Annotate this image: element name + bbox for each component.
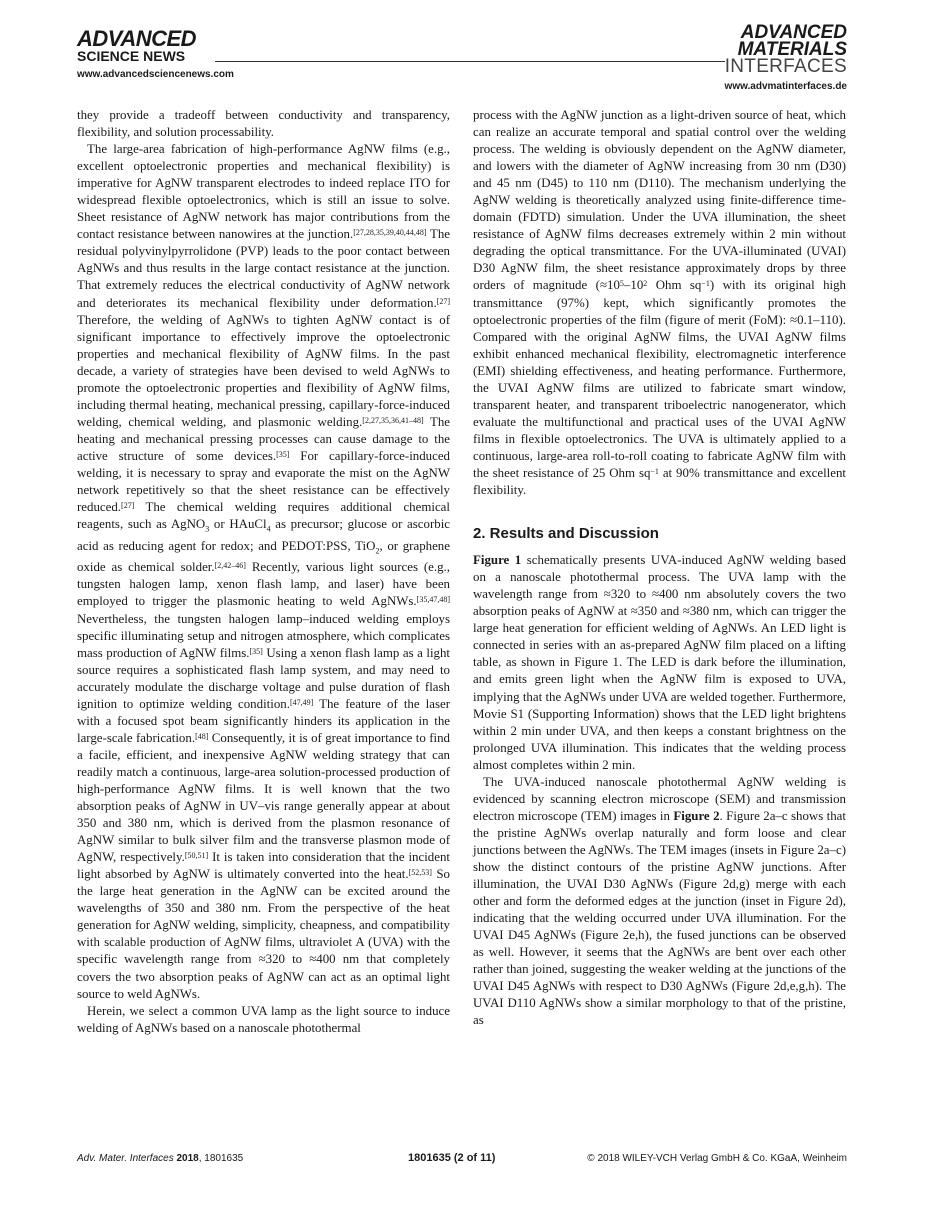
publisher-logo-top: ADVANCED <box>77 26 197 51</box>
header-rule <box>215 61 725 62</box>
right-column <box>473 107 846 1029</box>
page-number: 1801635 (2 of 11) <box>408 1152 496 1164</box>
citation[interactable]: [2,27,35,36,41–48] <box>362 415 424 425</box>
journal-url[interactable]: www.advmatinterfaces.de <box>724 81 847 92</box>
journal-logo-line3: INTERFACES <box>724 56 847 77</box>
figure-1-link[interactable]: Figure 1 <box>473 553 522 568</box>
citation[interactable]: [27] <box>121 501 135 511</box>
citation[interactable]: [48] <box>195 731 209 741</box>
citation[interactable]: [35] <box>249 646 263 656</box>
publisher-logo-bottom: SCIENCE NEWS <box>77 48 186 64</box>
left-column <box>77 107 450 1037</box>
paragraph: The UVA-induced nanoscale photothermal AgNW welding is evidenced by scanning electron microscope (SEM) and transmission electron microscope (TEM) images in Figure 2. Figure 2a–c shows that the pristine AgNWs overlap naturally and form loose and clear junctions between the AgNWs. The TEM images (insets in Figure 2a–c) show the distinct contours of the pristine AgNW junctions. After illumination, the UVAI D30 AgNWs (Figure 2d,g) merge with each other and form the deformed edges at the junction (inset in Figure 2d), indicating that the welding occurred under UVA illumination. For the UVAI D45 AgNWs (Figure 2e,h), the fused junctions can be observed as well. However, it seems that the AgNWs are bent over each other rather than joined, suggesting the weaker welding at the junctions of the UVAI D45 AgNWs with respect to D30 AgNWs (Figure 2d,e,g,h). The UVAI D110 AgNWs show a similar morphology to that of the pristine, as <box>473 774 846 1028</box>
citation[interactable]: [47,49] <box>289 697 314 707</box>
paragraph: Figure 1 schematically presents UVA-induced AgNW welding based on a nanoscale photothermal process. The UVA lamp with the wavelength range from ≈320 to ≈400 nm absolutely covers the two absorption peaks of AgNW at ≈350 and ≈380 nm, which can trigger the large heat generation for efficient welding of AgNWs. An LED light is connected in series with an as-prepared AgNW film placed on a lifting table, as shown in Figure 1. The LED is dark before the illumination, and emits green light when the AgNW film is exposed to UVA, implying that the AgNWs under UVA are welded together. Furthermore, Movie S1 (Supporting Information) shows that the LED light brightens within 2 min under UVA, and then keeps a constant brightness on the prolonged UVA illumination. This indicates that the welding process almost completes within 2 min. <box>473 553 846 772</box>
paragraph: process with the AgNW junction as a light-driven source of heat, which can realize an accurate temporal and spatial control over the welding process. The welding is obviously dependent on the AgNW diameter, and lowers with the diameter of AgNW increasing from 30 nm (D30) and 45 nm (D45) to 110 nm (D110). The mechanism underlying the AgNW welding is theoretically analyzed using finite-difference time-domain (FDTD) simulation. Under the UVA illumination, the sheet resistance of AgNW films decreases extremely within 2 min without degrading the optical transmittance. For the UVA-illuminated (UVAI) D30 AgNW film, the sheet resistance approximately drops by three orders of magnitude ($\approx 10^5-10^2$ Ohm $sq^{-1}$) with its original high transmittance (97%) kept, which significantly promotes the optoelectronic properties of the film (figure of merit (FoM): ≈0.1–110). Compared with the original AgNW films, the UVAI AgNW films exhibit enhanced mechanical flexibility, electromagnetic interference (EMI) shielding effectiveness, and heating performance. Furthermore, the UVAI AgNW films are utilized to fabricate smart window, transparent heater, and transparent triboelectric nanogenerator, which evaluate the multifunctional and practical uses of the UVAI AgNW films in flexible optoelectronics. The UVA is ultimately applied to a continuous, large-area roll-to-roll coating to fabricate AgNW film with the sheet resistance of 25 Ohm $sq^{-1}$ at 90% transmittance and excellent flexibility. <box>473 108 847 498</box>
copyright: © 2018 WILEY-VCH Verlag GmbH & Co. KGaA, Weinheim <box>587 1153 847 1164</box>
paragraph: Herein, we select a common UVA lamp as the light source to induce welding of AgNWs based on a nanoscale photothermal <box>77 1003 450 1035</box>
figure-2-link[interactable]: Figure 2 <box>673 808 720 823</box>
citation[interactable]: [27,28,35,39,40,44,48] <box>353 228 427 238</box>
citation[interactable]: [2,42–46] <box>214 561 246 571</box>
citation[interactable]: [50,51] <box>184 851 209 861</box>
journal-logo-line2: MATERIALS <box>737 39 847 60</box>
citation[interactable]: [27] <box>436 296 450 306</box>
citation[interactable]: [52,53] <box>408 868 432 878</box>
footer-citation: Adv. Mater. Interfaces 2018, 1801635 <box>77 1153 244 1164</box>
journal-logo-line1: ADVANCED <box>740 22 847 43</box>
section-heading: 2. Results and Discussion <box>473 525 659 543</box>
publisher-url[interactable]: www.advancedsciencenews.com <box>77 69 234 80</box>
paragraph: they provide a tradeoff between conductivity and transparency, flexibility, and solution processability. <box>77 108 450 140</box>
paragraph: The large-area fabrication of high-performance AgNW films (e.g., excellent optoelectronic properties and mechanical flexibility) is imperative for AgNW transparent electrodes to indeed replace ITO for widespread flexible optoelectronics, which is still an issue to solve. Sheet resistance of AgNW network has major contributions from the contact resistance between nanowires at the junction.[27,28,35,39,40,44,48] The residual polyvinylpyrrolidone (PVP) leads to the poor contact between AgNWs and thus results in the large contact resistance at the junction. That extremely reduces the electrical conductivity of AgNW network and deteriorates its mechanical flexibility under deformation.[27] Therefore, the welding of AgNWs to tighten AgNW contact is of significant importance to effectively improve the optoelectronic properties and mechanical flexibility of AgNW films. In the past decade, a variety of strategies have been devised to weld AgNWs to promote the optoelectronic properties and flexibility of AgNW films, including thermal heating, mechanical pressing, capillary-force-induced welding, chemical welding, and plasmonic welding.[2,27,35,36,41–48] The heating and mechanical pressing processes can cause damage to the active structure of some devices.[35] For capillary-force-induced welding, it is necessary to spray and evaporate the mist on the AgNW network repetitively so that the sheet resistance can be effectively reduced.[27] The chemical welding requires additional chemical reagents, such as AgNO$_3$ or HAuCl$_4$ as precursor; glucose or ascorbic acid as reducing agent for redox; and PEDOT:PSS, TiO$_2$, or graphene oxide as chemical solder.[2,42–46] Recently, various light sources (e.g., tungsten halogen lamp, xenon flash lamp, and laser) have been employed to trigger the plasmonic heating to weld AgNWs.[35,47,48] Nevertheless, the tungsten halogen lamp–induced welding employs specific illuminating setup and nitrogen atmosphere, which complicates mass production of AgNW films.[35] Using a xenon flash lamp as a light source requires a sophisticated flash lamp system, and may need to accurately modulate the discharge voltage and pulse duration of flash ignition to optimize welding condition.[47,49] The feature of the laser with a focused spot beam significantly hinders its application in the large-scale fabrication.[48] Consequently, it is of great importance to find a facile, efficient, and inexpensive AgNW welding strategy that can readily match a continuous, large-area solution-processed production of high-performance AgNW films. It is well known that the two absorption peaks of AgNW in UV–vis range generally appear at about 350 and 380 nm, which is derived from the plasmon resonance of AgNW similar to bulk silver film and the transverse plasmon mode of AgNW, respectively.[50,51] It is taken into consideration that the incident light absorbed by AgNW is ultimately converted into the heat.[52,53] So the large heat generation in the AgNW can be excited around the wavelengths of 350 and 380 nm. From the perspective of the heat generation for AgNW welding, simplicity, cheapness, and compatibility with scalable production of AgNW films, ultraviolet A (UVA) with the specific wavelength range from ≈320 to ≈400 nm that completely covers the two absorption peaks of AgNW can act as an optimal light source to weld AgNWs. <box>77 142 451 1001</box>
citation[interactable]: [35] <box>276 449 290 459</box>
citation[interactable]: [35,47,48] <box>416 595 450 605</box>
